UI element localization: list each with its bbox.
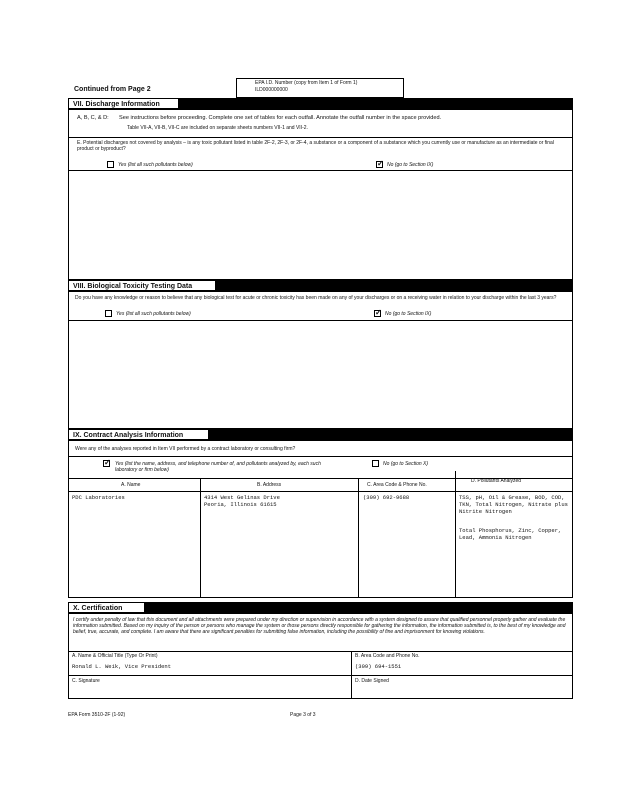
- s8-yes-checkbox[interactable]: [105, 310, 112, 317]
- s8-yes-label: Yes (list all such pollutants below): [116, 311, 191, 317]
- cert-phone-value[interactable]: (309) 694-1551: [355, 663, 402, 670]
- cert-phone-label: B. Area Code and Phone No.: [355, 653, 420, 659]
- lab-name[interactable]: PDC Laboratories: [72, 494, 125, 501]
- s9-no-label: No (go to Section X): [383, 461, 429, 467]
- name-title-value[interactable]: Ronald L. Weik, Vice President: [72, 663, 172, 670]
- continued-label: Continued from Page 2: [74, 86, 151, 93]
- section-7-title: VII. Discharge Information: [68, 98, 179, 109]
- npdes-label: EPA I.D. Number (copy from Item 1 of Form 1): [255, 80, 358, 86]
- lab-address-1[interactable]: 4314 West Gelinas Drive: [204, 494, 280, 501]
- page-number: Page 3 of 3: [290, 712, 316, 718]
- lab-phone[interactable]: (309) 692-9688: [363, 494, 410, 501]
- npdes-box: [236, 78, 404, 98]
- s7-yes-checkbox[interactable]: [107, 161, 114, 168]
- s8-no-label: No (go to Section IX): [385, 311, 432, 317]
- s8-no-checkbox[interactable]: [374, 310, 381, 317]
- abc-text: See instructions before proceeding. Complete one set of tables for each outfall. Annotate the outfall number in the space provided.: [119, 115, 442, 121]
- name-title-label: A. Name & Official Title (Type Or Print): [72, 653, 158, 659]
- s9-no-checkbox[interactable]: [372, 460, 379, 467]
- date-signed-field[interactable]: [409, 678, 559, 694]
- section-10-title: X. Certification: [68, 602, 145, 613]
- s8-question: Do you have any knowledge or reason to believe that any biological test for acute or chronic toxicity has been made on any of your discharges or on a receiving water in relation to your discharge within the last 3 years?: [75, 295, 557, 301]
- section-9-header: [68, 429, 573, 440]
- col-d-header: D. Pollutants Analyzed: [471, 478, 522, 484]
- col-c-header: C. Area Code & Phone No.: [367, 482, 427, 488]
- signature-label: C. Signature: [72, 678, 100, 684]
- s7-no-checkbox[interactable]: [376, 161, 383, 168]
- section-9-title: IX. Contract Analysis Information: [68, 429, 209, 440]
- s9-question: Were any of the analyses reported in Item VII performed by a contract laboratory or consulting firm?: [75, 446, 296, 452]
- section-10-box: [68, 613, 573, 699]
- cert-statement: I certify under penalty of law that this document and all attachments were prepared under my direction or supervision in accordance with a system designed to assure that qualified personnel properly gather and evaluate the information submitted. Based on my inquiry of the person or persons who manage the system or those persons directly responsible for gathering the information, the information submitted is, to the best of my knowledge and belief, true, accurate, and complete. I am aware that there are significant penalties for submitting false information, including the possibility of fine and imprisonment for knowing violations.: [73, 617, 566, 636]
- abc-label: A, B, C, & D:: [77, 115, 109, 121]
- s9-yes-label: Yes (list the name, address, and telephone number of, and pollutants analyzed by, each such laboratory or firm below): [115, 461, 321, 474]
- lab-pollutants-1[interactable]: TSS, pH, Oil & Grease, BOD, COD, TKN, Total Nitrogen, Nitrate plus Nitrite Nitrogen: [459, 494, 568, 516]
- s9-yes-checkbox[interactable]: [103, 460, 110, 467]
- npdes-value[interactable]: ILD000000000: [255, 87, 288, 93]
- s7-yes-label: Yes (list all such pollutants below): [118, 162, 193, 168]
- section-9-box: [68, 440, 573, 598]
- lab-pollutants-2[interactable]: Total Phosphorus, Zinc, Copper, Lead, Ammonia Nitrogen: [459, 527, 562, 542]
- abc-note: Table VII-A, VII-B, VII-C are included on separate sheets numbers VII-1 and VII-2.: [127, 125, 308, 131]
- section-7-header: [68, 98, 573, 109]
- s7-no-label: No (go to Section IX): [387, 162, 434, 168]
- section-8-box: [68, 291, 573, 429]
- section-8-title: VIII. Biological Toxicity Testing Data: [68, 280, 216, 291]
- section-7-box: [68, 109, 573, 280]
- section-10-header: [68, 602, 573, 613]
- date-signed-label: D. Date Signed: [355, 678, 389, 684]
- lab-address-2[interactable]: Peoria, Illinois 61615: [204, 501, 277, 508]
- col-b-header: B. Address: [257, 482, 282, 488]
- e-question: E. Potential discharges not covered by analysis – is any toxic pollutant listed in table 2F-2, 2F-3, or 2F-4, a substance or a component of a substance which you currently use or manufacture as an intermediate or final product or byproduct?: [77, 140, 554, 153]
- col-a-header: A. Name: [121, 482, 141, 488]
- signature-field[interactable]: [129, 678, 339, 694]
- form-number: EPA Form 3510-2F (1-92): [68, 712, 126, 718]
- section-8-header: [68, 280, 573, 291]
